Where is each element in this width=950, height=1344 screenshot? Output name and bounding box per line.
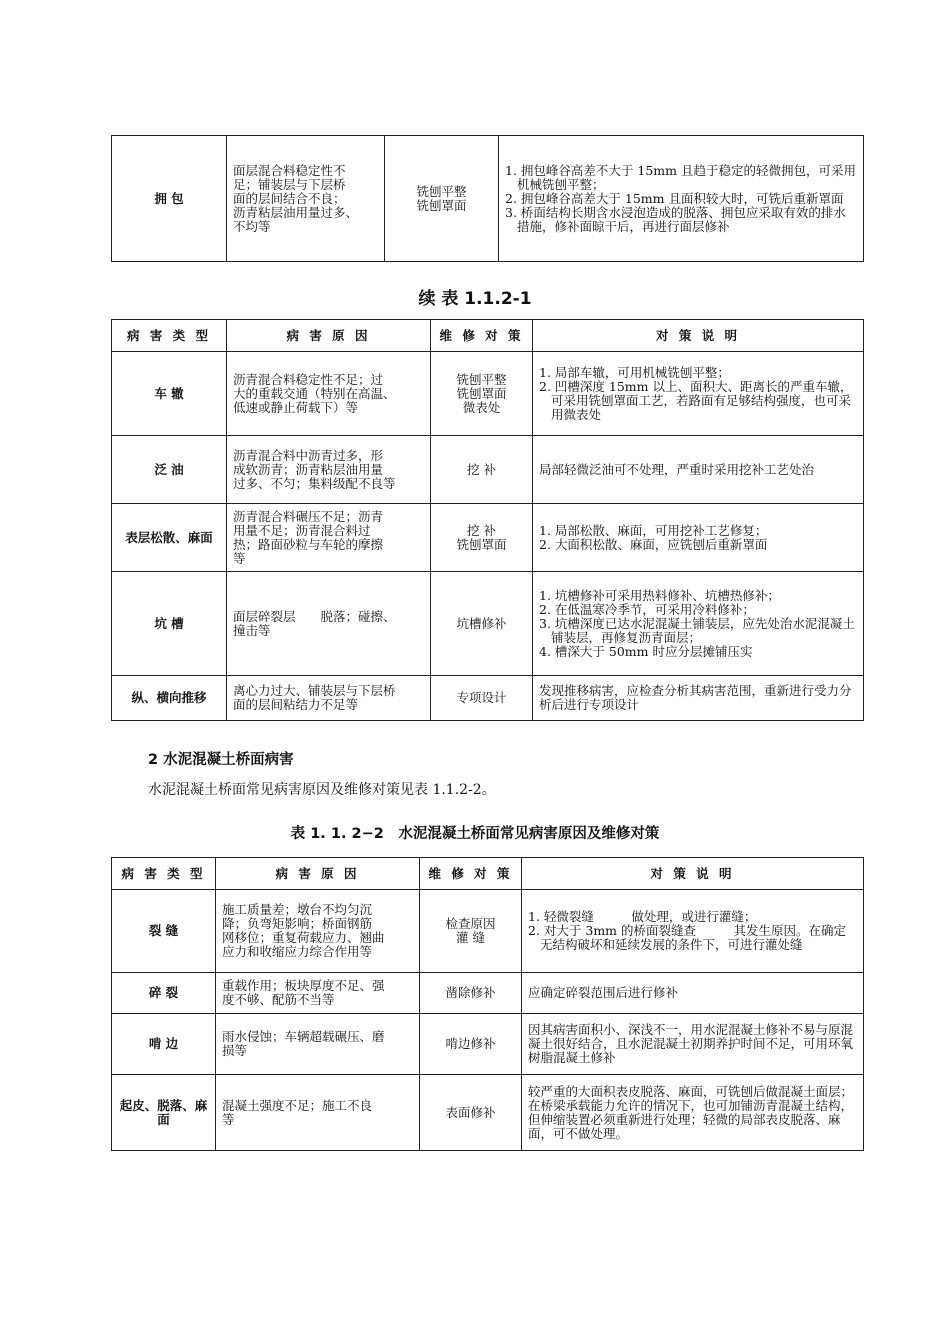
cause-line: 面层混合料稳定性不 <box>233 162 346 178</box>
cause-line: 足；铺装层与下层桥 <box>233 176 346 192</box>
measure-line: 铣刨平整 <box>456 371 507 387</box>
description-cell <box>533 504 864 572</box>
description-cell <box>522 890 864 973</box>
disease-type-cell: 碎 裂 <box>112 973 216 1014</box>
table-2 <box>111 857 864 1151</box>
cause-line: 等 <box>233 550 246 566</box>
cause-line: 用量不足；沥青混合料过 <box>233 522 371 538</box>
table-row <box>112 676 864 721</box>
disease-type-cell: 起皮、脱落、麻面 <box>112 1075 216 1151</box>
table-1 <box>111 319 864 721</box>
disease-type-cell: 啃 边 <box>112 1014 216 1075</box>
section-paragraph: 水泥混凝土桥面常见病害原因及维修对策见表 1.1.2-2。 <box>148 782 496 798</box>
header-measure: 维 修 对 策 <box>420 858 522 890</box>
measure-line: 灌 缝 <box>456 930 485 945</box>
cause-line: 大的重载交通（特别在高温、 <box>233 385 396 401</box>
disease-type-cell: 表层松散、麻面 <box>112 504 227 572</box>
disease-type-cell: 泛 油 <box>112 436 227 504</box>
cause-line: 离心力过大、铺装层与下层桥 <box>233 683 396 698</box>
cause-cell <box>216 890 420 973</box>
table-0 <box>111 135 864 262</box>
cause-line: 低速或静止荷载下）等 <box>233 399 359 415</box>
cause-cell <box>227 436 431 504</box>
measure-line: 挖 补 <box>467 522 496 538</box>
cause-line: 等 <box>222 1111 235 1127</box>
table-row <box>112 890 864 973</box>
measure-cell <box>431 352 533 436</box>
cause-line: 面的层间粘结力不足等 <box>233 697 359 712</box>
table-1-title: 续 表 1.1.2-1 <box>418 289 532 309</box>
table-header-row <box>112 320 864 352</box>
measure-cell: 挖 补 <box>431 436 533 504</box>
measure-line: 铣刨罩面 <box>456 385 507 401</box>
description-cell <box>533 352 864 436</box>
cause-cell <box>216 1014 420 1075</box>
description-item: 2. 在低温寒冷季节，可采用冷料修补； <box>539 601 755 617</box>
description-cell <box>533 572 864 676</box>
header-description: 对 策 说 明 <box>533 320 864 352</box>
cause-cell <box>216 1075 420 1151</box>
table-row <box>112 1075 864 1151</box>
cause-line: 雨水侵蚀；车辆超载碾压、磨 <box>222 1029 385 1044</box>
disease-type-cell: 裂 缝 <box>112 890 216 973</box>
cause-line: 度不够、配筋不当等 <box>222 992 335 1007</box>
table-row <box>112 436 864 504</box>
measure-line: 微表处 <box>462 399 501 415</box>
cause-line: 面的层间结合不良； <box>233 190 346 206</box>
cause-line: 沥青混合料中沥青过多，形 <box>233 447 384 463</box>
measure-line: 铣刨平整 <box>416 183 467 199</box>
description-item: 1. 轻微裂缝 做处理，或进行灌缝； <box>528 909 757 924</box>
measure-cell <box>431 504 533 572</box>
disease-type-cell: 坑 槽 <box>112 572 227 676</box>
cause-line: 沥青混合料稳定性不足；过 <box>233 371 384 387</box>
description-item: 1. 坑槽修补可采用热料修补、坑槽热修补； <box>539 587 780 603</box>
measure-cell <box>420 890 522 973</box>
cause-cell <box>227 136 385 262</box>
measure-cell: 表面修补 <box>420 1075 522 1151</box>
description-item: 2. 对大于 3mm 的桥面裂缝查 其发生原因。在确定无结构破坏和延续发展的条件下，可进行灌处缝 <box>528 923 847 952</box>
cause-line: 撞击等 <box>233 622 271 638</box>
description-cell: 较严重的大面积表皮脱落、麻面，可铣刨后做混凝土面层；在桥梁承载能力允许的情况下，也可加铺沥青混凝土结构，但伸缩装置必须重新进行处理；轻微的局部表皮脱落、麻面，可不做处理。 <box>522 1075 864 1151</box>
description-item: 1. 拥包峰谷高差不大于 15mm 且趋于稳定的轻微拥包，可采用机械铣刨平整； <box>505 162 856 192</box>
measure-cell: 坑槽修补 <box>431 572 533 676</box>
header-type: 病 害 类 型 <box>112 320 227 352</box>
table-row <box>112 572 864 676</box>
disease-type-cell: 车 辙 <box>112 352 227 436</box>
measure-cell: 凿除修补 <box>420 973 522 1014</box>
table-row <box>112 504 864 572</box>
description-item: 1. 局部车辙，可用机械铣刨平整； <box>539 364 730 380</box>
measure-cell: 专项设计 <box>431 676 533 721</box>
cause-line: 成软沥青；沥青粘层油用量 <box>233 461 384 477</box>
measure-line: 检查原因 <box>445 916 496 931</box>
description-cell: 应确定碎裂范围后进行修补 <box>522 973 864 1014</box>
description-item: 2. 大面积松散、麻面，应铣刨后重新罩面 <box>539 536 768 552</box>
header-cause: 病 害 原 因 <box>227 320 431 352</box>
cause-cell <box>227 352 431 436</box>
cause-line: 过多、不匀；集料级配不良等 <box>233 475 396 491</box>
description-cell: 发现推移病害，应检查分析其病害范围，重新进行受力分析后进行专项设计 <box>533 676 864 721</box>
description-item: 3. 桥面结构长期含水浸泡造成的脱落、拥包应采取有效的排水措施，修补面晾干后，再进行面层修补 <box>505 204 846 234</box>
cause-cell <box>227 504 431 572</box>
table-header-row <box>112 858 864 890</box>
disease-type-cell: 拥 包 <box>112 136 227 262</box>
description-item: 1. 局部松散、麻面，可用挖补工艺修复； <box>539 522 768 538</box>
measure-line: 铣刨罩面 <box>456 536 507 552</box>
description-cell <box>499 136 864 262</box>
cause-line: 重载作用；板块厚度不足、强 <box>222 978 385 993</box>
table-row <box>112 1014 864 1075</box>
measure-cell: 啃边修补 <box>420 1014 522 1075</box>
cause-line: 降；负弯矩影响；桥面钢筋 <box>222 916 373 931</box>
cause-line: 施工质量差；墩台不均匀沉 <box>222 902 373 917</box>
table-row <box>112 136 864 262</box>
header-description: 对 策 说 明 <box>522 858 864 890</box>
cause-line: 网移位；重复荷载应力、翘曲 <box>222 930 385 945</box>
disease-type-cell: 纵、横向推移 <box>112 676 227 721</box>
table-row <box>112 352 864 436</box>
cause-line: 沥青混合料碾压不足；沥青 <box>233 508 384 524</box>
measure-cell <box>385 136 499 262</box>
cause-line: 不均等 <box>233 218 271 234</box>
section-heading: 2 水泥混凝土桥面病害 <box>148 752 294 768</box>
header-cause: 病 害 原 因 <box>216 858 420 890</box>
cause-line: 混凝土强度不足；施工不良 <box>222 1097 373 1113</box>
cause-cell <box>216 973 420 1014</box>
cause-cell <box>227 572 431 676</box>
description-item: 4. 槽深大于 50mm 时应分层摊铺压实 <box>539 643 753 659</box>
header-type: 病 害 类 型 <box>112 858 216 890</box>
header-measure: 维 修 对 策 <box>431 320 533 352</box>
cause-line: 应力和收缩应力综合作用等 <box>222 944 373 959</box>
cause-line: 面层碎裂层 脱落；碰擦、 <box>233 608 396 624</box>
description-item: 3. 坑槽深度已达水泥混凝土铺装层，应先处治水泥混凝土铺装层，再修复沥青面层； <box>539 615 855 645</box>
description-cell: 因其病害面积小、深浅不一，用水泥混凝土修补不易与原混凝土很好结合，且水泥混凝土初期养护时间不足，可用环氧树脂混凝土修补 <box>522 1014 864 1075</box>
description-item: 2. 凹槽深度 15mm 以上、面积大、距离长的严重车辙，可采用铣刨罩面工艺，若路面有足够结构强度，也可采用微表处 <box>539 378 853 422</box>
table-row <box>112 973 864 1014</box>
cause-line: 热；路面砂粒与车轮的摩擦 <box>233 536 384 552</box>
table-2-title: 表 1. 1. 2−2 水泥混凝土桥面常见病害原因及维修对策 <box>290 826 660 842</box>
description-item: 2. 拥包峰谷高差大于 15mm 且面积较大时，可铣后重新罩面 <box>505 190 844 206</box>
cause-line: 沥青粘层油用量过多、 <box>233 204 359 220</box>
description-cell: 局部轻微泛油可不处理，严重时采用挖补工艺处治 <box>533 436 864 504</box>
cause-line: 损等 <box>222 1043 248 1058</box>
measure-line: 铣刨罩面 <box>416 197 467 213</box>
cause-cell <box>227 676 431 721</box>
